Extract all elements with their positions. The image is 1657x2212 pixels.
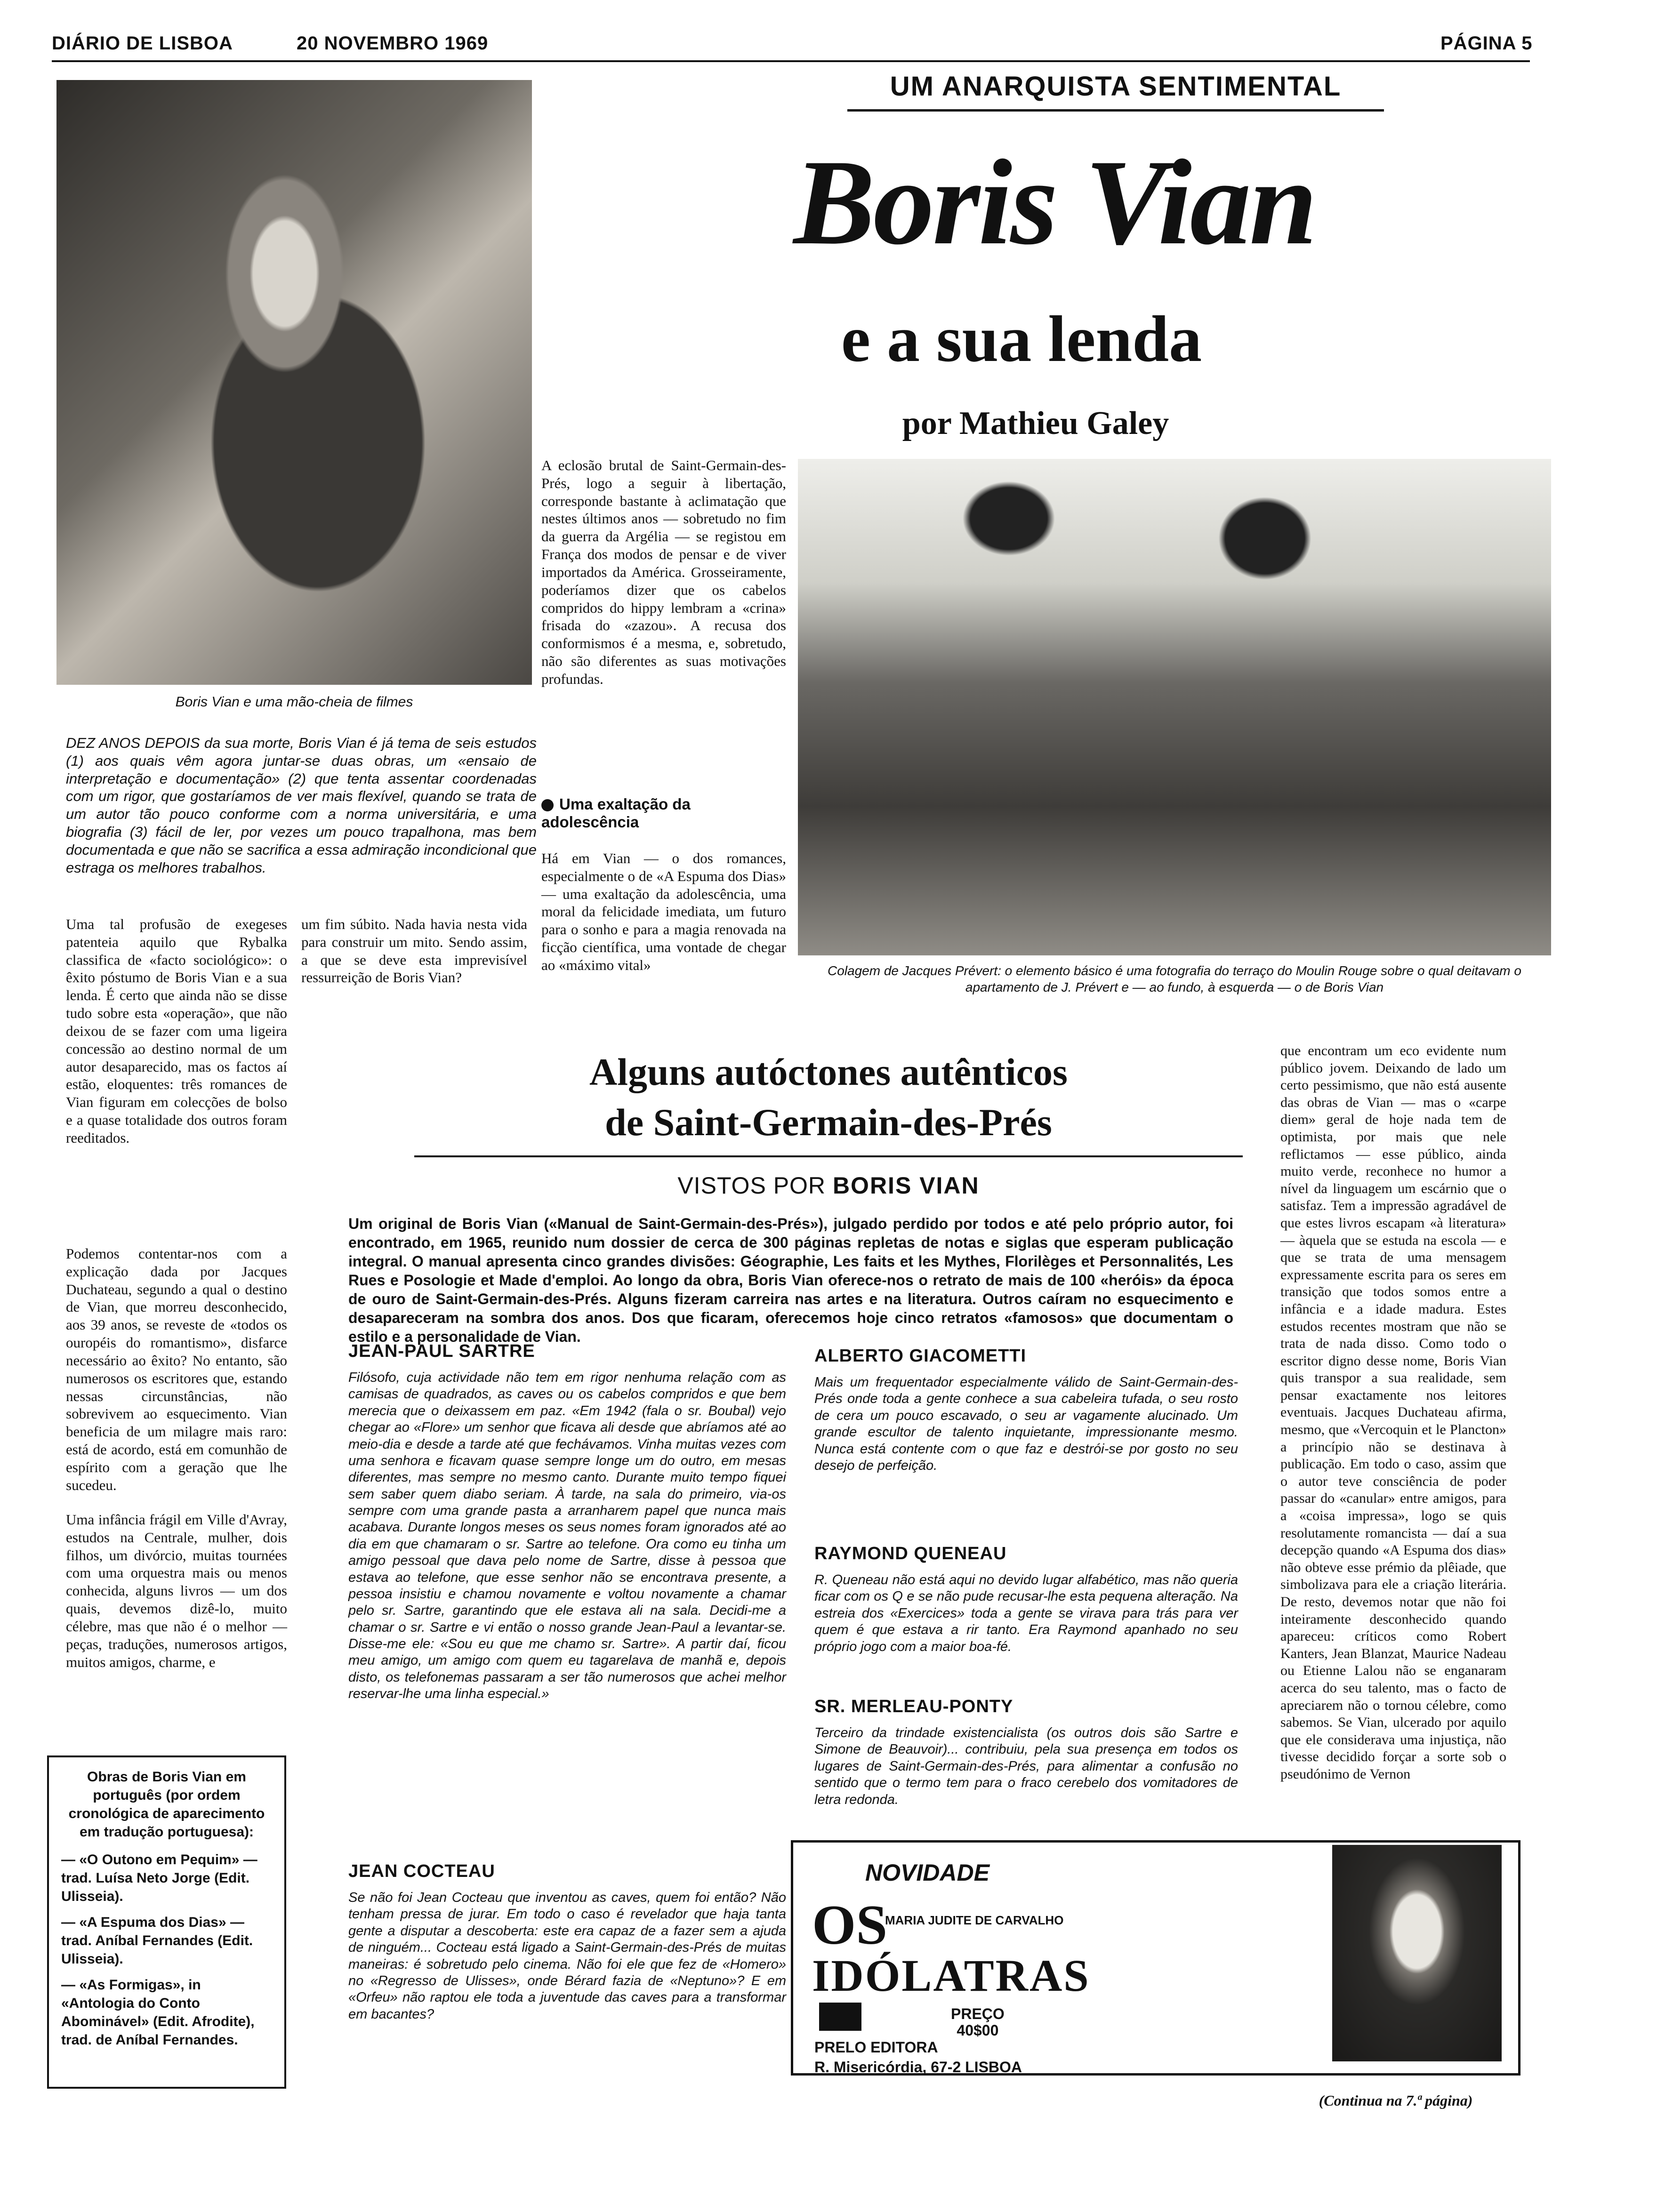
portrait-heading-sartre: JEAN-PAUL SARTRE — [348, 1341, 535, 1361]
article-col1-p3: Uma infância frágil em Ville d'Avray, estudos na Centrale, mulher, dois filhos, um divórcio, muitas tournées com uma orquestra mais ou menos conhecida, alguns livros — um dos quais, devemos dizê-lo, muito célebre, mas que não é o melhor — peças, traduções, numerosos artigos, muitos amigos, charme, e — [66, 1511, 287, 1670]
kicker: UM ANARQUISTA SENTIMENTAL — [890, 71, 1342, 102]
article-col1-p2: Podemos contentar-nos com a explicação dada por Jacques Duchateau, segundo a qual o destino de Vian, que morreu desconhecido, aos 39 anos, se reveste de «todos os ouropéis do romantismo», disfarce necessário ao êxito? No entanto, são numerosos os escritores que, estando nessas circunstâncias, não sobrevivem ao esquecimento. Vian beneficia de um milagre mais raro: está de acordo, está em comunhão de espírito com a geração que lhe sucedeu. — [66, 1245, 287, 1493]
portrait-text-sartre: Filósofo, cuja actividade não tem em rigor nenhuma relação com as camisas de quadrados, as caves ou os cabelos compridos e que bem merecia que o deixassem em paz. «Em 1942 (fala o sr. Boubal) vejo chegar ao «Flore» um senhor que ficava ali desde que abríamos até ao meio-dia e desde a tarde até que fechávamos. Vinha muitas vezes com uma senhora e ficavam quase sempre longe um do outro, em mesas diferentes, mas sempre no mesmo canto. Durante muito tempo fiquei sem saber quem diabo seriam. À tarde, na sala do primeiro, via-os sempre com uma grande pasta a arranharem papel que nunca mais acabava. Durante longos meses os seus nomes foram ignorados até ao dia em que chamaram o sr. Sartre ao telefone. Ora como eu tinha um amigo pessoal que dava pelo nome de Sartre, disse à pessoa que estava ao telefone, que esse senhor não se encontrava presente, a pessoa insistiu e chamou novamente e voltou novamente a chamar pelo sr. Sartre, garantindo que ele estava ali na sala. Decidi-me a chamar o sr. Sartre e vi então o nosso grande Jean-Paul a levantar-se. Disse-me ele: «Sou eu que me chamo sr. Sartre». A partir daí, ficou meu amigo, um amigo com quem eu tagarelava de manhã e, depois disto, os telefonemas passaram a ser tão numerosos que achei melhor reservar-lhe uma linha especial.» — [348, 1370, 786, 1702]
portrait-heading-merleau-ponty: SR. MERLEAU-PONTY — [814, 1697, 1014, 1716]
ad-price-label: PREÇO — [951, 2005, 1005, 2022]
newspaper-name: DIÁRIO DE LISBOA — [52, 33, 233, 54]
photo-caption-collage: Colagem de Jacques Prévert: o elemento básico é uma fotografia do terraço do Moulin Rouge sobre o qual deitavam o apartamento de J. Prévert e — ao fundo, à esquerda — o de Boris Vian — [828, 963, 1521, 994]
box-heading: Obras de Boris Vian em português (por ordem cronológica de aparecimento em tradução portuguesa): — [68, 1769, 265, 1840]
kicker-rule — [847, 109, 1384, 112]
portrait-heading-cocteau: JEAN COCTEAU — [348, 1861, 495, 1881]
section2-rule — [414, 1155, 1243, 1157]
continued-note: (Continua na 7.ª página) — [1319, 2092, 1473, 2109]
portrait-text-merleau-ponty: Terceiro da trindade existencialista (os outros dois são Sartre e Simone de Beauvoir)... contribuiu, pela sua presença em todos os lugares de Saint-Germain-des-Prés, para alimentar a confusão no sentido que o termo tem para o fraco cerebelo dos vomitadores de letra redonda. — [814, 1725, 1238, 1807]
ad-price-value: 40$00 — [957, 2022, 999, 2039]
headline: Boris Vian — [793, 135, 1316, 270]
ad-publisher — [814, 2038, 1022, 2077]
portrait-heading-queneau: RAYMOND QUENEAU — [814, 1544, 1007, 1563]
ad-author: MARIA JUDITE DE CARVALHO — [885, 1913, 1064, 1927]
section2-intro: Um original de Boris Vian («Manual de Saint-Germain-des-Prés»), julgado perdido por todos e até pelo próprio autor, foi encontrado, em 1965, reunido num dossier de cerca de 300 páginas repletas de notas e siglas que esperam publicação integral. O manual apresenta cinco grandes divisões: Géographie, Les faits et les Mythes, Florilèges et Personnalités, Les Rues e Posologie et Made d'emploi. Ao longo da obra, Boris Vian oferece-nos o retrato de mais de 100 «heróis» da época de ouro de Saint-Germain-des-Prés. Alguns fizeram carreira nas artes e na literatura. Outros caíram no esquecimento e desapareceram na sombra dos anos. Dos que ficaram, oferecemos hoje cinco retratos «famosos» que documentam o estilo e a personalidade de Vian. — [348, 1215, 1233, 1345]
box-item: — «A Espuma dos Dias» — trad. Aníbal Fernandes (Edit. Ulisseia). — [61, 1915, 253, 1967]
article-right-column: que encontram um eco evidente num público jovem. Deixando de lado um certo pessimismo, que não está ausente das obras de Vian — mas o «carpe diem» geral de hoje nada tem de optimista, por mais que nele reflictamos — esse público, ainda muito verde, reconhece no humor a nível da linguagem um escárnio que o satisfaz. Tem a impressão agradável de que estes livros escapam «à literatura» — àquela que se estuda na escola — e que se trata de uma mensagem expressamente escrita para os seres em transição que todos somos entre a infância e a idade madura. Estes estudos recentes mostram que não se trata de nada disso. Como todo o escritor digno desse nome, Boris Vian quis transpor a sua realidade, sem pensar exactamente nos leitores eventuais. Jacques Duchateau afirma, mesmo, que «Vercoquin et le Plancton» a princípio não se destinava à publicação. Em todo o caso, assim que o autor teve consciência de poder passar do «canular» entre amigos, para a «coisa impressa», logo se quis resolutamente romancista — daí a sua decepção quando «A Espuma dos dias» não obteve esse prémio da plêiade, que simbolizava para ele a criação literária. De resto, devemos notar que não foi inteiramente desconhecido quando apareceu: críticos como Robert Kanters, Jean Blanzat, Maurice Nadeau ou Etienne Lalou não se enganaram acerca do seu talento, mas o facto de apreciarem não o tornou célebre, como sabemos. Se Vian, ulcerado por aquilo que ele considerava uma injustiça, não tivesse decidido forçar a sorte sob o pseudónimo de Vernon — [1280, 1043, 1506, 1782]
section2-title-line1: Alguns autóctones autênticos — [589, 1050, 1068, 1093]
portrait-text-giacometti: Mais um frequentador especialmente válido de Saint-Germain-des-Prés onde toda a gente conhece a sua cabeleira tufada, o seu rosto de cera um pouco escavado, o seu ar vagamente alucinado. Um grande escultor de talento inquietante, impressionante mesmo. Nunca está contente com o que faz e destrói-se por gosto no seu desejo de perfeição. — [814, 1375, 1238, 1473]
ad-publisher-address: R. Misericórdia, 67-2 LISBOA — [814, 2058, 1022, 2076]
article-lead: DEZ ANOS DEPOIS da sua morte, Boris Vian é já tema de seis estudos (1) aos quais vêm agora juntar-se duas obras, um «ensaio de interpretação e documentação» (2) que tenta assentar coordenadas com um rigor, que gostaríamos de ver mais flexível, quando se trata de um autor tão pouco conforme com a norma universitária, e uma biografia (3) fácil de ler, por vezes um pouco trapalhona, mas bem documentada e que não se sacrifica a essa admiração incondicional que estraga os melhores trabalhos. — [66, 735, 537, 876]
photo-author-portrait — [1332, 1845, 1502, 2061]
box-item: — «O Outono em Pequim» — trad. Luísa Neto Jorge (Edit. Ulisseia). — [61, 1852, 257, 1904]
section2-vistos — [414, 1172, 1243, 1199]
publisher-logo-icon — [819, 2003, 861, 2031]
issue-date: 20 NOVEMBRO 1969 — [297, 33, 489, 54]
subheadline: e a sua lenda — [841, 303, 1202, 376]
portrait-text-queneau: R. Queneau não está aqui no devido lugar alfabético, mas não queria ficar com os Q e se não pude recusar-lhe esta pequena alteração. Na estreia dos «Exercices» toda a gente se virava para trás para ver quem é que estava a rir tanto. Era Raymond apanhado no seu próprio jogo com a maior boa-fé. — [814, 1572, 1238, 1654]
ad-title-os: OS — [812, 1893, 888, 1956]
masthead-rule — [52, 60, 1530, 62]
article-subhead-text: Uma exaltação da adolescência — [541, 795, 691, 831]
portrait-text-cocteau: Se não foi Jean Cocteau que inventou as caves, quem foi então? Não tenham pressa de jurar. Em todo o caso é revelador que haja tanta gente a disputar a descoberta: este era capaz de a fazer sem a ajuda de ninguém... Cocteau está ligado a Saint-Germain-des-Prés de muitas maneiras: é sobretudo pelo cinema. Não foi ele que fez de «Homero» no «Regresso de Ulisses», onde Bérard fazia de «Neptuno»? E em «Orfeu» não raptou ele toda a juventude das caves para a transformar em bacantes? — [348, 1890, 786, 2022]
article-col1-p1: Uma tal profusão de exegeses patenteia aquilo que Rybalka classifica de «facto sociológico»: o êxito póstumo de Boris Vian e a sua lenda. É certo que ainda não se disse tudo sobre esta «operação», que não deixou de se fazer com uma ligeira concessão ao destino normal de um autor desaparecido, mas os factos aí estão, eloquentes: três romances de Vian figuram em colecções de bolso e a quase totalidade dos outros foram reeditados. — [66, 916, 287, 1146]
portrait-heading-giacometti: ALBERTO GIACOMETTI — [814, 1346, 1027, 1366]
section2-title — [414, 1047, 1243, 1147]
article-col3-p2: Há em Vian — o dos romances, especialmente o de «A Espuma dos Dias» — uma exaltação da adolescência, uma moral da felicidade imediata, um futuro para o sonho e para a magia renovada na ficção científica, uma vontade de chegar ao «máximo vital» — [541, 850, 786, 973]
page-number: PÁGINA 5 — [1440, 33, 1533, 54]
box-item: — «As Formigas», in «Antologia do Conto Abominável» (Edit. Afrodite), trad. de Aníbal Fernandes. — [61, 1977, 255, 2048]
article-col3-p1: A eclosão brutal de Saint-Germain-des-Prés, logo a seguir à libertação, corresponde bastante à aclimatação que nestes últimos anos — sobretudo no fim da guerra da Argélia — se registou em França dos modos de pensar e de viver importados da América. Grosseiramente, poderíamos dizer que os cabelos compridos do hippy lembram a «crina» frisada do «zazou». A recusa dos conformismos é a mesma, e, sobretudo, não são diferentes as suas motivações profundas. — [541, 457, 786, 687]
photo-boris-vian — [56, 80, 532, 685]
ad-title-idolatras: IDÓLATRAS — [812, 1950, 1090, 2001]
ad-publisher-name: PRELO EDITORA — [814, 2039, 938, 2056]
byline: por Mathieu Galey — [902, 405, 1169, 441]
section2-title-line2: de Saint-Germain-des-Prés — [605, 1100, 1052, 1144]
box-works-portuguese — [47, 1755, 286, 2089]
bullet-icon — [541, 799, 554, 811]
ad-price — [951, 2006, 1005, 2039]
photo-collage-prevert — [798, 459, 1551, 955]
vistos-name: BORIS VIAN — [832, 1172, 980, 1199]
vistos-label: VISTOS POR — [677, 1172, 826, 1199]
photo-caption-vian: Boris Vian e uma mão-cheia de filmes — [175, 694, 413, 710]
article-subhead — [541, 795, 786, 831]
ad-novidade: NOVIDADE — [865, 1859, 989, 1886]
article-col2: um fim súbito. Nada havia nesta vida para construir um mito. Sendo assim, a que se deve esta imprevisível ressurreição de Boris Vian? — [301, 916, 527, 986]
